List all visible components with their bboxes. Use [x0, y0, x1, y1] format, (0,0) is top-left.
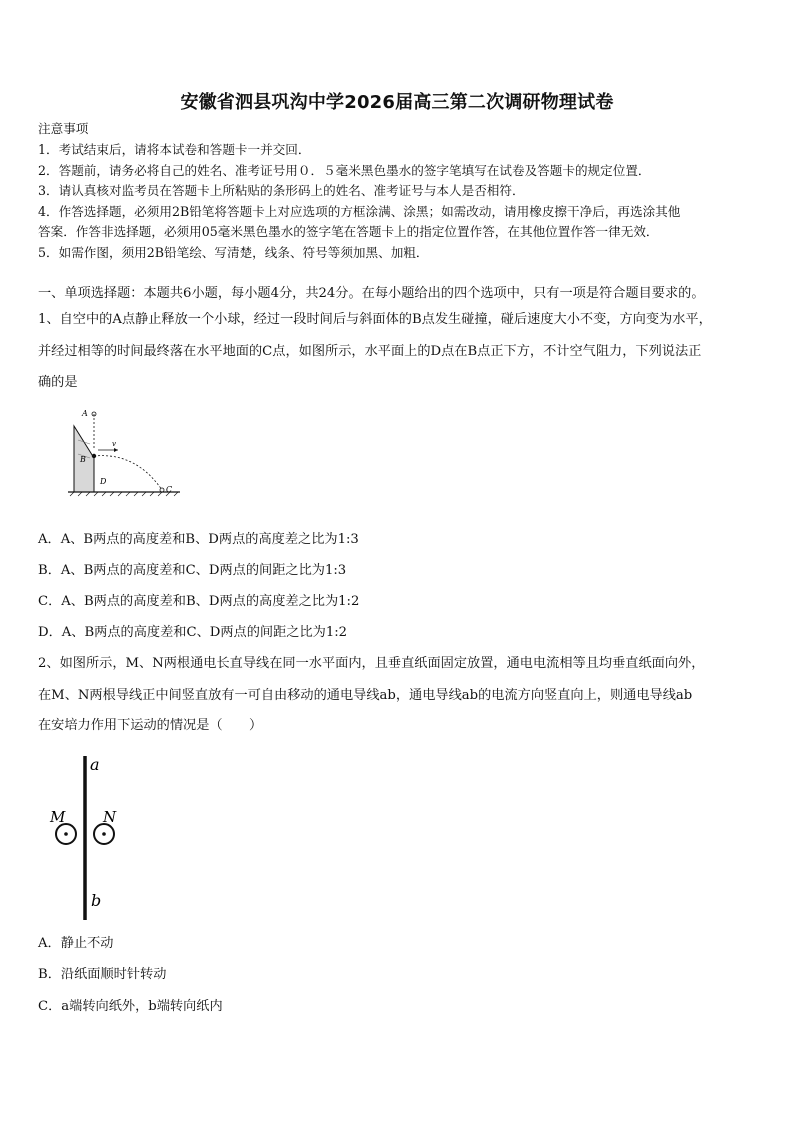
question-2-figure	[48, 752, 144, 924]
label-n: N	[103, 808, 117, 826]
question-1-figure	[66, 404, 182, 502]
question-1-option-a: A．A、B两点的高度差和B、D两点的高度差之比为1:3	[38, 532, 359, 547]
notice-item: 答案．作答非选择题，必须用05毫米黑色墨水的签字笔在答题卡上的指定位置作答，在其他位置作答一律无效．	[38, 224, 659, 239]
question-2-option-a: A．静止不动	[38, 936, 114, 951]
label-b: b	[91, 891, 102, 910]
page-title: 安徽省泗县巩沟中学2026届高三第二次调研物理试卷	[180, 92, 614, 113]
label-m: M	[50, 808, 66, 826]
question-1-line: 并经过相等的时间最终落在水平地面的C点，如图所示，水平面上的D点在B点正下方，不计空气阻力，下列说法正	[38, 344, 702, 359]
notice-item: 3．请认真核对监考员在答题卡上所粘贴的条形码上的姓名、准考证号与本人是否相符．	[38, 183, 525, 198]
label-a: A	[82, 409, 88, 418]
question-1-line: 确的是	[38, 375, 78, 390]
notice-item: 5．如需作图，须用2B铅笔绘、写清楚，线条、符号等须加黑、加粗．	[38, 245, 429, 260]
question-1-option-d: D．A、B两点的高度差和C、D两点的间距之比为1:2	[38, 625, 348, 640]
label-b: B	[80, 455, 86, 464]
notice-heading: 注意事项	[38, 121, 89, 136]
notice-item: 2．答题前，请务必将自己的姓名、准考证号用０．５毫米黑色墨水的签字笔填写在试卷及答题卡的规定位置．	[38, 163, 651, 178]
question-2-line: 在M、N两根导线正中间竖直放有一可自由移动的通电导线ab，通电导线ab的电流方向竖直向上，则通电导线ab	[38, 688, 693, 703]
question-1-line: 1、自空中的A点静止释放一个小球，经过一段时间后与斜面体的B点发生碰撞，碰后速度大小不变，方向变为水平，	[38, 312, 712, 327]
label-d: D	[100, 477, 107, 486]
question-1-option-b: B．A、B两点的高度差和C、D两点的间距之比为1:3	[38, 563, 347, 578]
question-1-option-c: C．A、B两点的高度差和B、D两点的高度差之比为1:2	[38, 594, 360, 609]
label-v: v	[112, 440, 116, 448]
notice-item: 1．考试结束后，请将本试卷和答题卡一并交回．	[38, 142, 311, 157]
label-a: a	[90, 755, 100, 774]
question-2-line: 在安培力作用下运动的情况是（ ）	[38, 718, 263, 733]
label-c: C	[166, 485, 173, 494]
ground-hatching	[70, 492, 178, 496]
question-2-option-c: C．a端转向纸外，b端转向纸内	[38, 999, 223, 1014]
notice-item: 4．作答选择题，必须用2B铅笔将答题卡上对应选项的方框涂满、涂黑；如需改动，请用橡皮擦干净后，再选涂其他	[38, 204, 681, 219]
question-2-option-b: B．沿纸面顺时针转动	[38, 967, 167, 982]
question-2-line: 2、如图所示，M、N两根通电长直导线在同一水平面内，且垂直纸面固定放置，通电电流相等且均垂直纸面向外，	[38, 656, 705, 671]
section-heading: 一、单项选择题：本题共6小题，每小题4分，共24分。在每小题给出的四个选项中，只有一项是符合题目要求的。	[38, 286, 705, 301]
